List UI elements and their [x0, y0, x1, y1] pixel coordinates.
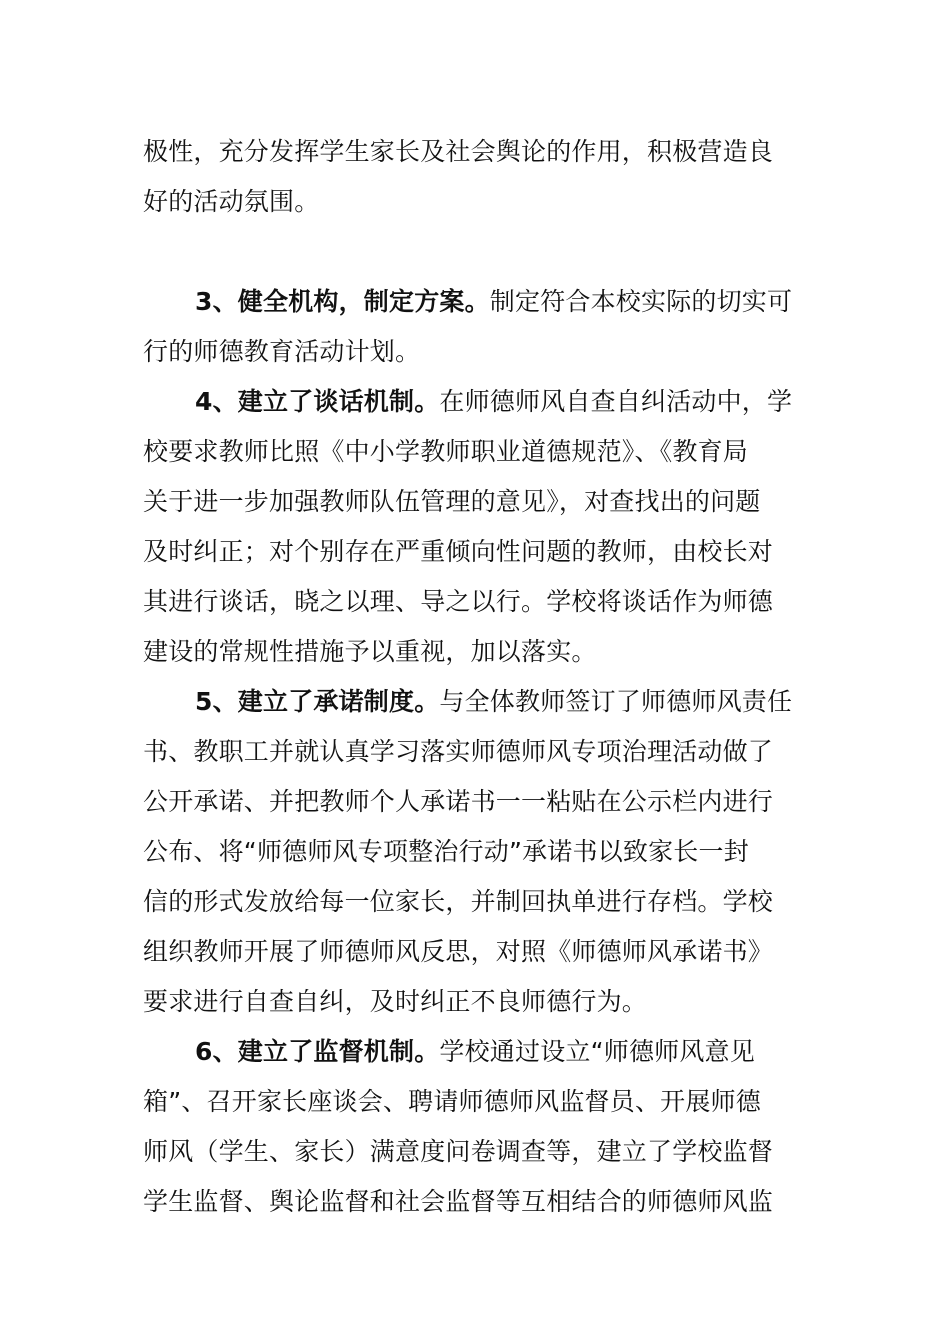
text-line: 信的形式发放给每一位家长，并制回执单进行存档。学校: [143, 887, 774, 916]
paragraph-4-first-line: [195, 377, 813, 427]
text-line: 公开承诺、并把教师个人承诺书一一粘贴在公示栏内进行: [143, 787, 774, 816]
text-line: 学校通过设立“师德师风意见: [439, 1037, 755, 1066]
paragraph-6-first-line: [195, 1027, 813, 1077]
paragraph-3-heading: 3、健全机构，制定方案。: [195, 287, 490, 316]
text-line: 关于进一步加强教师队伍管理的意见》，对查找出的问题: [143, 487, 761, 516]
text-line: 公布、将“师德师风专项整治行动”承诺书以致家长一封: [143, 837, 749, 866]
text-line: 行的师德教育活动计划。: [143, 337, 421, 366]
text-line: 箱”、召开家长座谈会、聘请师德师风监督员、开展师德: [143, 1087, 761, 1116]
text-line: 在师德师风自查自纠活动中，学: [439, 387, 793, 416]
paragraph-4-heading: 4、建立了谈话机制。: [195, 387, 440, 416]
paragraph-5-heading: 5、建立了承诺制度。: [195, 687, 440, 716]
paragraph-5-first-line: [195, 677, 813, 727]
text-line: 好的活动氛围。: [143, 187, 320, 216]
text-line: 与全体教师签订了师德师风责任: [439, 687, 793, 716]
text-line: 建设的常规性措施予以重视，加以落实。: [143, 637, 597, 666]
paragraph-6-heading: 6、建立了监督机制。: [195, 1037, 440, 1066]
text-line: 师风（学生、家长）满意度问卷调查等，建立了学校监督: [143, 1137, 774, 1166]
paragraph-3-first-line: [195, 277, 813, 327]
text-line: 极性，充分发挥学生家长及社会舆论的作用，积极营造良: [143, 137, 774, 166]
text-line: 及时纠正；对个别存在严重倾向性问题的教师，由校长对: [143, 537, 774, 566]
text-line: 组织教师开展了师德师风反思，对照《师德师风承诺书》: [143, 937, 774, 966]
text-line: 学生监督、舆论监督和社会监督等互相结合的师德师风监: [143, 1187, 774, 1216]
text-line: 校要求教师比照《中小学教师职业道德规范》、《教育局: [143, 437, 749, 466]
text-line: 制定符合本校实际的切实可: [489, 287, 793, 316]
text-line: 其进行谈话，晓之以理、导之以行。学校将谈话作为师德: [143, 587, 774, 616]
text-line: 要求进行自查自纠，及时纠正不良师德行为。: [143, 987, 648, 1016]
text-line: 书、教职工并就认真学习落实师德师风专项治理活动做了: [143, 737, 774, 766]
